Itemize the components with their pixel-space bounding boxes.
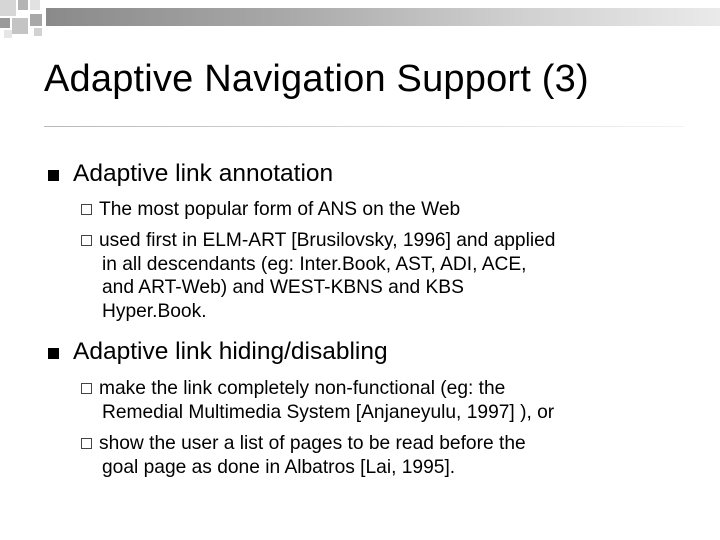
- deco-square-2: [18, 0, 28, 10]
- slide-title: Adaptive Navigation Support (3): [44, 58, 589, 100]
- deco-square-3: [30, 0, 40, 10]
- section-1-item-2: [81, 229, 555, 323]
- checkbox-bullet-icon: [81, 204, 92, 215]
- deco-square-1: [0, 0, 16, 16]
- header-decoration: [0, 0, 720, 40]
- deco-square-4: [0, 18, 10, 28]
- item-text: goal page as done in Albatros [Lai, 1995].: [102, 456, 456, 478]
- item-text: used first in ELM-ART [Brusilovsky, 1996] and applied: [99, 230, 556, 251]
- item-text: Remedial Multimedia System [Anjaneyulu, 1997] ), or: [102, 401, 555, 423]
- section-2-item-2: [81, 432, 526, 479]
- item-text: in all descendants (eg: Inter.Book, AST, ADI, ACE,: [102, 253, 527, 275]
- section-1-bullet-icon: [48, 170, 59, 181]
- item-text: and ART-Web) and WEST-KBNS and KBS: [102, 277, 464, 298]
- deco-square-6: [30, 14, 42, 26]
- section-2-bullet-icon: [48, 348, 59, 359]
- deco-square-7: [4, 30, 12, 38]
- item-text: The most popular form of ANS on the Web: [99, 199, 461, 220]
- deco-square-5: [12, 18, 28, 34]
- item-text: Hyper.Book.: [102, 300, 207, 322]
- header-gradient-bar: [46, 8, 720, 26]
- item-text: show the user a list of pages to be read before the: [99, 433, 526, 454]
- deco-square-8: [34, 28, 42, 36]
- section-1-item-1: [81, 198, 460, 222]
- checkbox-bullet-icon: [81, 438, 92, 449]
- checkbox-bullet-icon: [81, 383, 92, 394]
- section-2-item-1: [81, 377, 554, 424]
- item-text: make the link completely non-functional (eg: the: [99, 378, 506, 399]
- section-2-heading: Adaptive link hiding/disabling: [73, 338, 388, 365]
- checkbox-bullet-icon: [81, 235, 92, 246]
- title-divider: [44, 126, 684, 127]
- section-1-heading: Adaptive link annotation: [73, 160, 334, 187]
